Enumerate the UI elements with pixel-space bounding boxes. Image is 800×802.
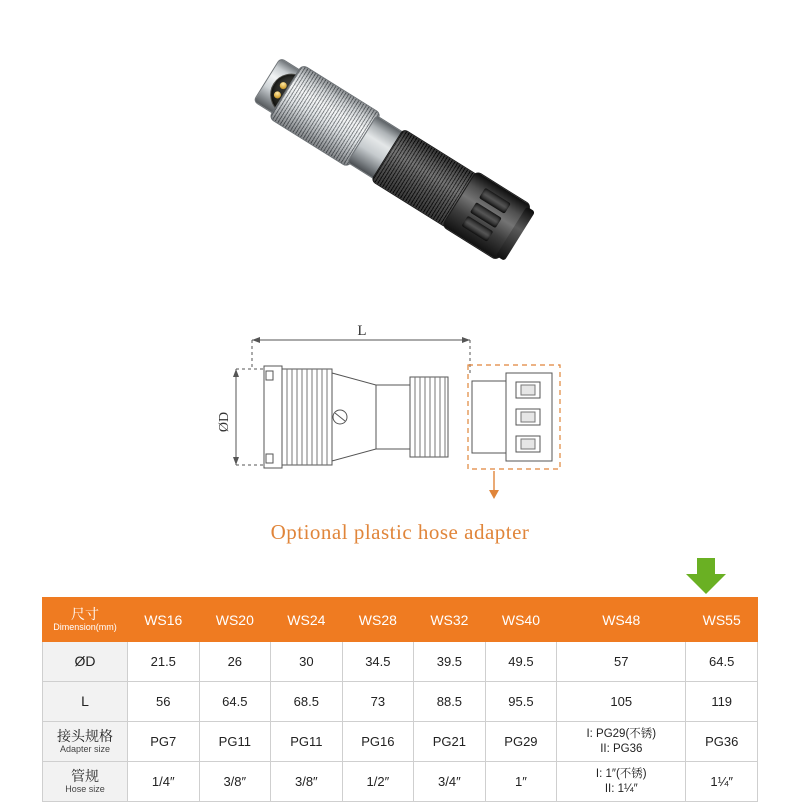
connector-assembly bbox=[213, 0, 584, 325]
cell-hose-ws16: 1/4″ bbox=[128, 762, 200, 802]
cell-adapter-ws55: PG36 bbox=[686, 722, 758, 762]
cell-l-ws24: 68.5 bbox=[271, 682, 343, 722]
cell-l-ws28: 73 bbox=[342, 682, 414, 722]
cell-l-ws40: 95.5 bbox=[485, 682, 557, 722]
cell-hose-ws48: I: 1″(不锈) II: 1¼″ bbox=[557, 762, 686, 802]
cell-hose-ws20: 3/8″ bbox=[199, 762, 271, 802]
specification-table bbox=[42, 597, 758, 802]
header-dimension bbox=[43, 598, 128, 642]
header-model-ws16: WS16 bbox=[128, 598, 200, 642]
cell-d-ws24: 30 bbox=[271, 642, 343, 682]
table-row-length bbox=[43, 682, 758, 722]
cell-d-ws40: 49.5 bbox=[485, 642, 557, 682]
table-row-adapter-size bbox=[43, 722, 758, 762]
cell-adapter-ws24: PG11 bbox=[271, 722, 343, 762]
rowhdr-length: L bbox=[43, 682, 128, 722]
header-model-ws48: WS48 bbox=[557, 598, 686, 642]
header-model-ws40: WS40 bbox=[485, 598, 557, 642]
adapter-pointer-arrow bbox=[489, 471, 499, 499]
header-model-ws32: WS32 bbox=[414, 598, 486, 642]
cell-l-ws48: 105 bbox=[557, 682, 686, 722]
cell-adapter-ws40: PG29 bbox=[485, 722, 557, 762]
cell-adapter-ws32: PG21 bbox=[414, 722, 486, 762]
product-photo bbox=[0, 0, 800, 310]
header-dimension-en: Dimension(mm) bbox=[53, 622, 117, 633]
cell-adapter-ws16: PG7 bbox=[128, 722, 200, 762]
header-dimension-cn: 尺寸 bbox=[71, 605, 99, 622]
cell-l-ws16: 56 bbox=[128, 682, 200, 722]
cell-d-ws55: 64.5 bbox=[686, 642, 758, 682]
table-row-diameter bbox=[43, 642, 758, 682]
header-model-ws20: WS20 bbox=[199, 598, 271, 642]
cell-adapter-ws48: I: PG29(不锈) II: PG36 bbox=[557, 722, 686, 762]
cell-d-ws32: 39.5 bbox=[414, 642, 486, 682]
cell-adapter-ws20: PG11 bbox=[199, 722, 271, 762]
green-down-arrow bbox=[684, 556, 728, 596]
table-row-hose-size bbox=[43, 762, 758, 802]
cell-hose-ws24: 3/8″ bbox=[271, 762, 343, 802]
diameter-label: ØD bbox=[217, 411, 232, 433]
header-model-ws28: WS28 bbox=[342, 598, 414, 642]
header-model-ws24: WS24 bbox=[271, 598, 343, 642]
cell-d-ws48: 57 bbox=[557, 642, 686, 682]
cell-adapter-ws28: PG16 bbox=[342, 722, 414, 762]
cell-d-ws16: 21.5 bbox=[128, 642, 200, 682]
header-model-ws55: WS55 bbox=[686, 598, 758, 642]
caption-optional-adapter: Optional plastic hose adapter bbox=[270, 520, 530, 544]
length-label: L bbox=[357, 323, 367, 339]
cell-d-ws20: 26 bbox=[199, 642, 271, 682]
cell-hose-ws55: 1¼″ bbox=[686, 762, 758, 802]
rowhdr-diameter: ØD bbox=[43, 642, 128, 682]
cell-hose-ws28: 1/2″ bbox=[342, 762, 414, 802]
rowhdr-hose-size: 管规 Hose size bbox=[43, 762, 128, 802]
cell-l-ws20: 64.5 bbox=[199, 682, 271, 722]
table-header-row bbox=[43, 598, 758, 642]
cell-l-ws32: 88.5 bbox=[414, 682, 486, 722]
cell-d-ws28: 34.5 bbox=[342, 642, 414, 682]
rowhdr-adapter-size: 接头规格 Adapter size bbox=[43, 722, 128, 762]
cell-hose-ws40: 1″ bbox=[485, 762, 557, 802]
cell-hose-ws32: 3/4″ bbox=[414, 762, 486, 802]
cell-l-ws55: 119 bbox=[686, 682, 758, 722]
